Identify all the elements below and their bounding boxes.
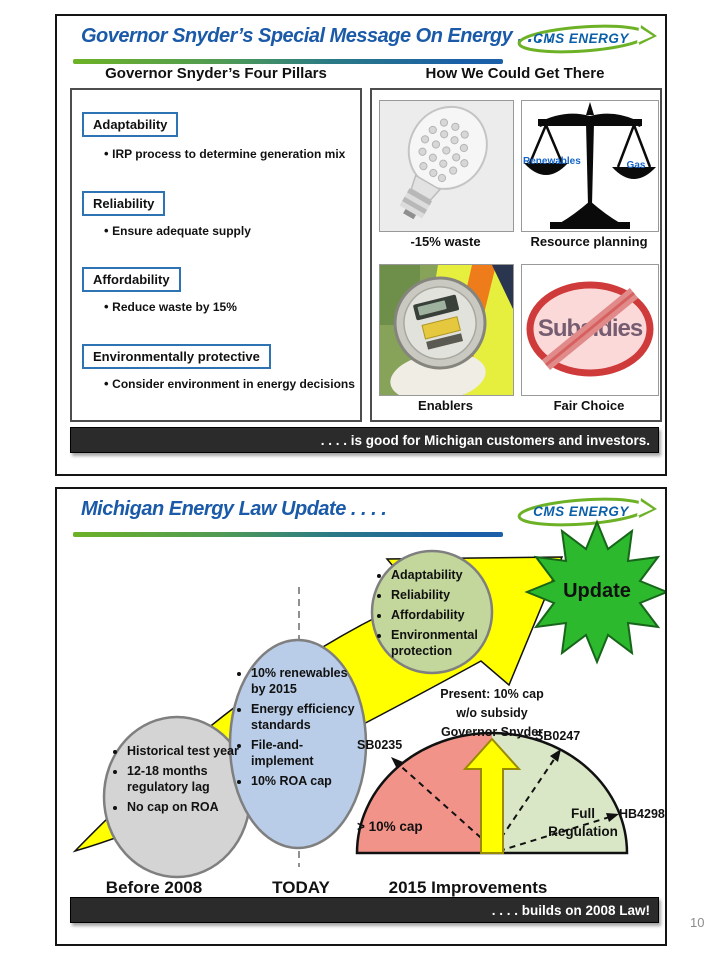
no-subsidies-icon: [521, 264, 659, 396]
pillar-label-reliability: Reliability: [82, 191, 165, 216]
present-line: w/o subsidy: [456, 706, 528, 720]
bullet-item: • Environmental protection: [391, 627, 491, 659]
pillar-label-affordability: Affordability: [82, 267, 181, 292]
pillar-label-adaptability: Adaptability: [82, 112, 178, 137]
resource-planning-tile: [521, 100, 659, 232]
slide2-title: Michigan Energy Law Update . . . .: [81, 498, 387, 520]
stage-label-today: TODAY: [272, 878, 330, 897]
logo-text: CMS ENERGY: [533, 31, 629, 46]
full-regulation-line: Regulation: [548, 824, 618, 839]
bullet-item: • Reliability: [391, 587, 491, 603]
bullet-item: • 10% renewables by 2015: [251, 665, 365, 697]
slide1-footer-bar: . . . . is good for Michigan customers and investors.: [70, 427, 659, 453]
bullet-item: • File-and-implement: [251, 737, 365, 769]
slide1-title: Governor Snyder’s Special Message On Energy . . . .: [81, 25, 553, 47]
smart-meter-icon: [380, 265, 513, 395]
bullet-item: • Adaptability: [391, 567, 491, 583]
cms-energy-logo: [515, 24, 657, 54]
present-line: Present: 10% cap: [440, 687, 544, 701]
bullet-item: • Historical test year: [127, 743, 243, 759]
logo-text: CMS ENERGY: [533, 504, 629, 519]
bullet-item: • 10% ROA cap: [251, 773, 365, 789]
pillar-bullet: • IRP process to determine generation mix: [104, 146, 345, 161]
tile-caption: Fair Choice: [553, 398, 625, 413]
tile-caption: Enablers: [418, 398, 473, 413]
pillar-bullet: • Ensure adequate supply: [104, 223, 251, 238]
present-line: Governor Snyder: [440, 725, 544, 739]
bill-label-hb4298: HB4298: [619, 807, 665, 821]
scale-right-label: Gas: [626, 160, 646, 171]
page-number: 10: [690, 915, 705, 930]
scale-left-label: Renewables: [523, 156, 581, 167]
cap-label: > 10% cap: [357, 819, 423, 834]
full-regulation-label: [545, 805, 621, 841]
slide2-footer-bar: . . . . builds on 2008 Law!: [70, 897, 659, 923]
2015-pillars-bullets: [377, 567, 491, 663]
pillar-bullet: • Consider environment in energy decisions: [104, 376, 355, 391]
bullet-item: • 12-18 months regulatory lag: [127, 763, 243, 795]
bill-label-sb0247: SB0247: [535, 729, 581, 743]
stage-label-2015-improvements: 2015 Improvements: [388, 878, 548, 897]
led-bulb-icon: [380, 101, 513, 231]
full-regulation-line: Full: [571, 806, 595, 821]
left-column-header: Governor Snyder’s Four Pillars: [105, 65, 327, 82]
prohibition-icon: [522, 265, 658, 395]
bullet-item: • No cap on ROA: [127, 799, 243, 815]
tile-caption: Resource planning: [530, 234, 648, 249]
get-there-panel: [370, 88, 662, 422]
smart-meter-image: [379, 264, 514, 396]
slide-2: [55, 487, 667, 946]
pillar-label-environmentally-protective: Environmentally protective: [82, 344, 271, 369]
bullet-item: • Energy efficiency standards: [251, 701, 365, 733]
title-underline: [73, 59, 503, 64]
stage-label-before-2008: Before 2008: [105, 878, 203, 897]
led-bulb-image: [379, 100, 514, 232]
bill-label-sb0235: SB0235: [357, 738, 403, 752]
pillar-bullet: • Reduce waste by 15%: [104, 299, 237, 314]
before-2008-bullets: [113, 743, 243, 819]
today-bullets: [237, 665, 365, 793]
four-pillars-panel: [70, 88, 362, 422]
slide-1: [55, 14, 667, 476]
update-label: Update: [563, 580, 631, 602]
bullet-item: • Affordability: [391, 607, 491, 623]
tile-caption: -15% waste: [410, 234, 481, 249]
right-column-header: How We Could Get There: [425, 65, 605, 82]
